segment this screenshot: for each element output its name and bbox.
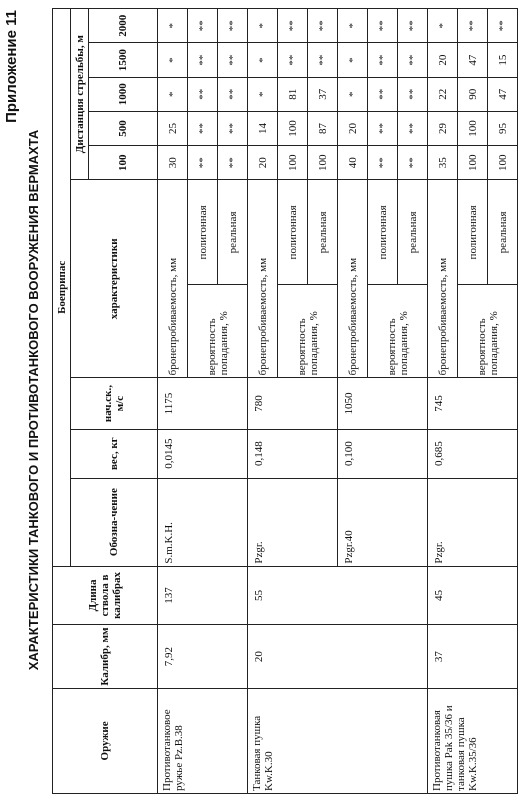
value-cell: *	[158, 9, 188, 43]
value-cell: **	[368, 77, 398, 111]
ammo-designation: Pzgr.40	[338, 478, 428, 566]
value-cell: 15	[488, 43, 518, 77]
weapon-caliber: 20	[248, 625, 428, 689]
value-cell: *	[428, 9, 458, 43]
header-length: Длина ствола в калибрах	[53, 566, 158, 625]
value-cell: **	[398, 9, 428, 43]
label-penetration: бронепробиваемость, мм	[428, 180, 458, 378]
value-cell: *	[338, 77, 368, 111]
value-cell: **	[368, 9, 398, 43]
label-polygon: полигонная	[188, 180, 218, 285]
value-cell: 37	[308, 77, 338, 111]
value-cell: 29	[428, 111, 458, 145]
value-cell: **	[368, 43, 398, 77]
header-distance-value: 2000	[89, 9, 158, 43]
value-cell: **	[188, 9, 218, 43]
label-real: реальная	[488, 180, 518, 285]
weapon-name: Противотанковая пушка Pak 35/36 и танковая пушка Kw.K.35/36	[428, 688, 518, 793]
header-distance-value: 1000	[89, 77, 158, 111]
value-cell: 100	[458, 146, 488, 180]
page-title: ХАРАКТЕРИСТИКИ ТАНКОВОГО И ПРОТИВОТАНКОВОГО ВООРУЖЕНИЯ ВЕРМАХТА	[26, 129, 41, 671]
header-distance-value: 500	[89, 111, 158, 145]
value-cell: *	[248, 9, 278, 43]
label-penetration: бронепробиваемость, мм	[338, 180, 368, 378]
value-cell: 30	[158, 146, 188, 180]
value-cell: **	[398, 111, 428, 145]
table-row	[248, 9, 278, 794]
header-weight: вес, кг	[71, 429, 158, 478]
value-cell: 22	[428, 77, 458, 111]
weapon-length: 55	[248, 566, 428, 625]
label-polygon: полигонная	[368, 180, 398, 285]
value-cell: 20	[428, 43, 458, 77]
header-distance-value: 100	[89, 146, 158, 180]
value-cell: **	[308, 9, 338, 43]
value-cell: 87	[308, 111, 338, 145]
label-penetration: бронепробиваемость, мм	[158, 180, 188, 378]
value-cell: 40	[338, 146, 368, 180]
label-polygon: полигонная	[278, 180, 308, 285]
ammo-velocity: 1175	[158, 378, 248, 429]
weapon-length: 45	[428, 566, 518, 625]
value-cell: *	[338, 9, 368, 43]
weapon-length: 137	[158, 566, 248, 625]
header-characteristics: характеристики	[71, 180, 158, 378]
label-real: реальная	[308, 180, 338, 285]
header-weapon: Оружие	[53, 688, 158, 793]
value-cell: 100	[278, 146, 308, 180]
label-probability: вероятность попадания, %	[278, 285, 338, 378]
value-cell: **	[488, 9, 518, 43]
value-cell: 100	[488, 146, 518, 180]
weapon-caliber: 7,92	[158, 625, 248, 689]
value-cell: 95	[488, 111, 518, 145]
value-cell: 90	[458, 77, 488, 111]
label-real: реальная	[398, 180, 428, 285]
label-probability: вероятность попадания, %	[188, 285, 248, 378]
ammo-weight: 0,685	[428, 429, 518, 478]
weapon-caliber: 37	[428, 625, 518, 689]
value-cell: **	[218, 77, 248, 111]
label-polygon: полигонная	[458, 180, 488, 285]
value-cell: 20	[248, 146, 278, 180]
weapon-name: Противотанковое ружье Pz.B.38	[158, 688, 248, 793]
header-distance: Дистанция стрельбы, м	[71, 9, 89, 180]
label-probability: вероятность попадания, %	[458, 285, 518, 378]
value-cell: *	[248, 77, 278, 111]
value-cell: **	[218, 9, 248, 43]
table-row	[158, 9, 188, 794]
ammo-designation: Pzgr.	[428, 478, 518, 566]
value-cell: **	[308, 43, 338, 77]
weapon-name: Танковая пушка Kw.K.30	[248, 688, 428, 793]
ammo-velocity: 780	[248, 378, 338, 429]
value-cell: 14	[248, 111, 278, 145]
value-cell: **	[458, 9, 488, 43]
ammo-designation: Pzgr.	[248, 478, 338, 566]
value-cell: **	[188, 146, 218, 180]
table-row	[428, 9, 458, 794]
value-cell: **	[218, 146, 248, 180]
ammo-velocity: 745	[428, 378, 518, 429]
header-designation: Обозна-чение	[71, 478, 158, 566]
value-cell: 20	[338, 111, 368, 145]
value-cell: 81	[278, 77, 308, 111]
value-cell: 47	[458, 43, 488, 77]
ammo-weight: 0,100	[338, 429, 428, 478]
value-cell: *	[248, 43, 278, 77]
value-cell: **	[398, 146, 428, 180]
ammo-velocity: 1050	[338, 378, 428, 429]
value-cell: 35	[428, 146, 458, 180]
value-cell: **	[278, 9, 308, 43]
header-velocity: нач.ск., м/с	[71, 378, 158, 429]
value-cell: 47	[488, 77, 518, 111]
ammo-weight: 0,0145	[158, 429, 248, 478]
header-distance-value: 1500	[89, 43, 158, 77]
value-cell: **	[188, 111, 218, 145]
label-probability: вероятность попадания, %	[368, 285, 428, 378]
value-cell: *	[338, 43, 368, 77]
weapons-table	[52, 8, 518, 794]
value-cell: *	[158, 77, 188, 111]
value-cell: **	[368, 146, 398, 180]
value-cell: **	[398, 43, 428, 77]
value-cell: **	[218, 111, 248, 145]
header-caliber: Калибр, мм	[53, 625, 158, 689]
label-penetration: бронепробиваемость, мм	[248, 180, 278, 378]
value-cell: 100	[278, 111, 308, 145]
value-cell: **	[188, 77, 218, 111]
value-cell: **	[188, 43, 218, 77]
value-cell: 100	[458, 111, 488, 145]
value-cell: **	[218, 43, 248, 77]
value-cell: **	[368, 111, 398, 145]
value-cell: *	[158, 43, 188, 77]
value-cell: 100	[308, 146, 338, 180]
value-cell: **	[398, 77, 428, 111]
label-real: реальная	[218, 180, 248, 285]
ammo-designation: S.m.K.H.	[158, 478, 248, 566]
value-cell: **	[278, 43, 308, 77]
header-ammo: Боеприпас	[53, 9, 71, 567]
ammo-weight: 0,148	[248, 429, 338, 478]
value-cell: 25	[158, 111, 188, 145]
appendix-label: Приложение 11	[3, 10, 20, 123]
